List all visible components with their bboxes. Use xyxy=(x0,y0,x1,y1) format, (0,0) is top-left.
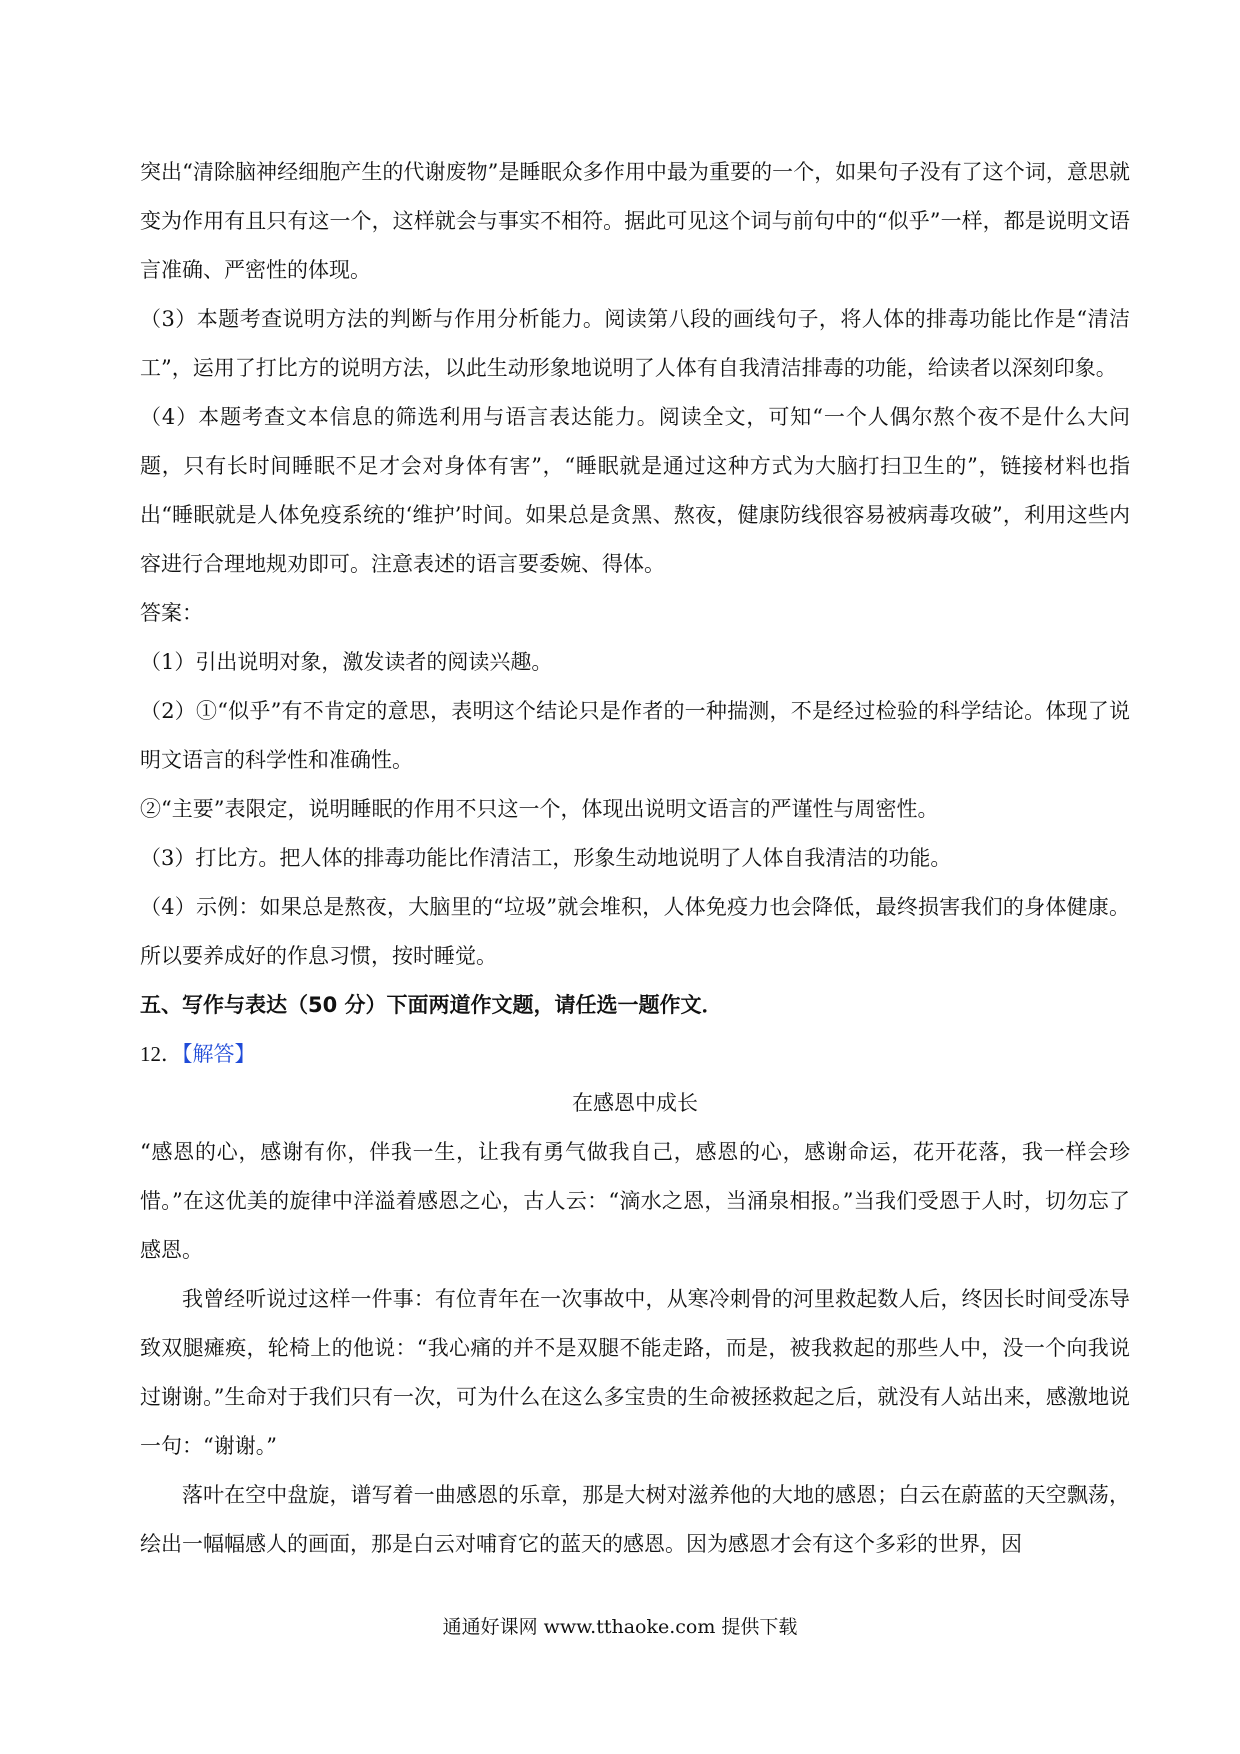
paragraph-analysis-3: （3）本题考查说明方法的判断与作用分析能力。阅读第八段的画线句子，将人体的排毒功能比作是“清洁工”，运用了打比方的说明方法，以此生动形象地说明了人体有自我清洁排毒的功能，给读者以深刻印象。 xyxy=(140,307,1130,380)
answer-label: 答案： xyxy=(140,601,203,625)
paragraph-continuation: 突出“清除脑神经细胞产生的代谢废物”是睡眠众多作用中最为重要的一个，如果句子没有了这个词，意思就变为作用有且只有这一个，这样就会与事实不相符。据此可见这个词与前句中的“似乎”一样，都是说明文语言准确、严密性的体现。 xyxy=(140,160,1130,282)
answer-tag: 【解答】 xyxy=(182,1042,256,1066)
essay-paragraph: “感恩的心，感谢有你，伴我一生，让我有勇气做我自己，感恩的心，感谢命运，花开花落，我一样会珍惜。”在这优美的旋律中洋溢着感恩之心，古人云：“滴水之恩，当涌泉相报。”当我们受恩于人时，切勿忘了感恩。 xyxy=(140,1140,1130,1262)
answer-4: （4）示例：如果总是熬夜，大脑里的“垃圾”就会堆积，人体免疫力也会降低，最终损害我们的身体健康。所以要养成好的作息习惯，按时睡觉。 xyxy=(140,895,1130,968)
answer-3: （3）打比方。把人体的排毒功能比作清洁工，形象生动地说明了人体自我清洁的功能。 xyxy=(140,846,952,870)
paragraph-analysis-4: （4）本题考查文本信息的筛选利用与语言表达能力。阅读全文，可知“一个人偶尔熬个夜不是什么大问题，只有长时间睡眠不足才会对身体有害”，“睡眠就是通过这种方式为大脑打扫卫生的”，链接材料也指出“睡眠就是人体免疫系统的‘维护’时间。如果总是贪黑、熬夜，健康防线很容易被病毒攻破”，利用这些内容进行合理地规劝即可。注意表述的语言要委婉、得体。 xyxy=(140,405,1130,576)
answer-1: （1）引出说明对象，激发读者的阅读兴趣。 xyxy=(140,650,553,674)
question-number: 12． xyxy=(140,1042,182,1066)
answer-2-part-2: ②“主要”表限定，说明睡眠的作用不只这一个，体现出说明文语言的严谨性与周密性。 xyxy=(140,797,939,821)
essay-paragraph: 落叶在空中盘旋，谱写着一曲感恩的乐章，那是大树对滋养他的大地的感恩；白云在蔚蓝的天空飘荡，绘出一幅幅感人的画面，那是白云对哺育它的蓝天的感恩。因为感恩才会有这个多彩的世界，因 xyxy=(140,1483,1130,1556)
answer-2-part-1: （2）①“似乎”有不肯定的意思，表明这个结论只是作者的一种揣测，不是经过检验的科学结论。体现了说明文语言的科学性和准确性。 xyxy=(140,699,1130,772)
page-content xyxy=(140,148,1130,1569)
essay-paragraph: 我曾经听说过这样一件事：有位青年在一次事故中，从寒冷刺骨的河里救起数人后，终因长时间受冻导致双腿瘫痪，轮椅上的他说：“我心痛的并不是双腿不能走路，而是，被我救起的那些人中，没一个向我说过谢谢。”生命对于我们只有一次，可为什么在这么多宝贵的生命被拯救起之后，就没有人站出来，感激地说一句：“谢谢。” xyxy=(140,1287,1130,1458)
page-footer: 通通好课网 www.tthaoke.com 提供下载 xyxy=(442,1616,798,1638)
question-12-line xyxy=(140,1030,1130,1079)
section-heading-writing: 五、写作与表达（50 分）下面两道作文题，请任选一题作文． xyxy=(140,993,723,1017)
essay-title: 在感恩中成长 xyxy=(572,1091,698,1115)
